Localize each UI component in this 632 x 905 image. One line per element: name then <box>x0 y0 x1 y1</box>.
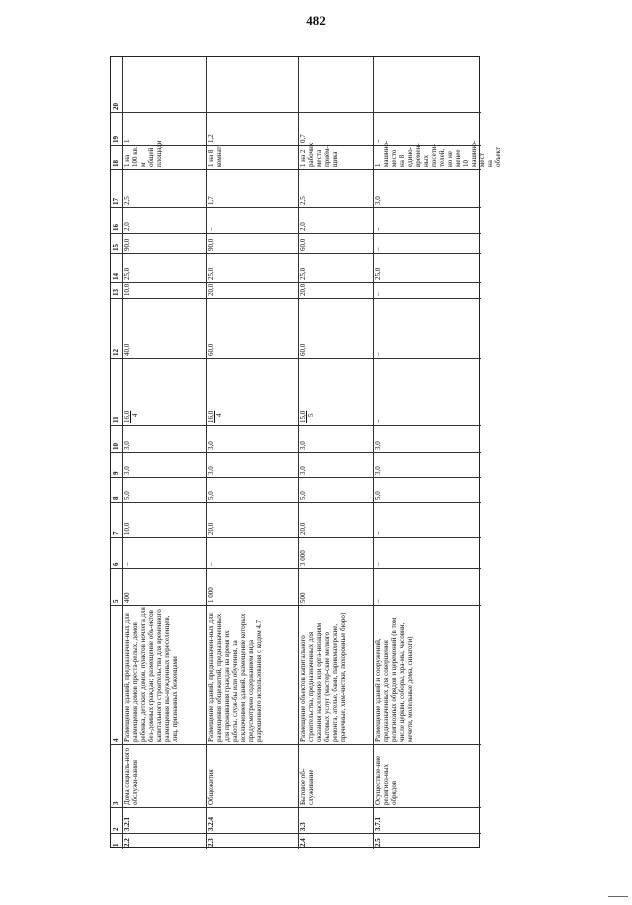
table-cell: 2,0 <box>299 222 307 231</box>
table-cell: – <box>207 562 215 566</box>
table-cell: 3,0 <box>123 466 131 475</box>
table-cell: 2,5 <box>299 196 307 205</box>
table-cell: 2,0 <box>123 222 131 231</box>
fraction-denominator: 4 <box>215 413 223 417</box>
column-header: 1 <box>112 843 120 847</box>
column-header: 10 <box>112 443 120 450</box>
fraction-denominator: 4 <box>131 413 139 417</box>
table-cell: Дома социаль-ного обслужи-вания <box>123 747 139 805</box>
column-header: 17 <box>112 198 120 205</box>
column-header: 14 <box>112 273 120 280</box>
table-cell: 20,0 <box>299 522 307 535</box>
table-cell: – <box>123 562 131 566</box>
table-cell: 1 000 <box>207 587 215 603</box>
table-cell: 3,0 <box>374 196 382 205</box>
column-header: 5 <box>112 599 120 603</box>
table-cell: – <box>374 247 382 251</box>
table-cell: 500 <box>299 592 307 603</box>
table-cell: 3,0 <box>374 441 382 450</box>
table-cell: 60,0 <box>299 343 307 356</box>
table-cell: 5,0 <box>207 491 215 500</box>
table-cell: 3.2.1 <box>123 817 131 831</box>
table-cell: 2.4 <box>299 838 307 847</box>
rotated-table <box>110 56 502 848</box>
fraction-numerator: – <box>374 419 382 423</box>
fraction-numerator: 16,0 <box>123 410 131 423</box>
table-cell: 3.7.1 <box>374 817 382 831</box>
table-cell: 2.5 <box>374 838 382 847</box>
table-cell: 3 000 <box>299 550 307 566</box>
table-cell: 20,0 <box>207 522 215 535</box>
table-cell: – <box>207 227 215 231</box>
table-cell: – <box>374 292 382 296</box>
table-cell: 3,0 <box>374 466 382 475</box>
table-cell: 2.3 <box>207 838 215 847</box>
column-header: 2 <box>112 827 120 831</box>
table-cell: 25,0 <box>207 267 215 280</box>
table-cell: 1,7 <box>207 196 215 205</box>
table-cell: 25,0 <box>123 267 131 280</box>
fraction-numerator: 15,0 <box>299 410 307 423</box>
column-header: 3 <box>112 801 120 805</box>
column-header: 4 <box>112 738 120 742</box>
table-cell: 3,0 <box>207 466 215 475</box>
column-header: 6 <box>112 562 120 566</box>
table-cell-fraction <box>207 359 297 423</box>
column-header: 8 <box>112 496 120 500</box>
table-cell: 1 на 8 комнат <box>207 146 223 167</box>
table-cell-fraction <box>123 359 205 423</box>
table-cell: 2,5 <box>123 196 131 205</box>
table-cell: 5,0 <box>374 491 382 500</box>
table-cell: Осуществле-ние религиоз-ных обрядов <box>374 755 398 805</box>
table-cell: – <box>374 531 382 535</box>
table-cell: 2.2 <box>123 838 131 847</box>
column-header: 20 <box>112 103 120 110</box>
table-cell: 10,0 <box>123 522 131 535</box>
column-header: 15 <box>112 244 120 251</box>
table-cell: 1,2 <box>207 134 215 143</box>
column-header: 12 <box>112 349 120 356</box>
table-cell: 25,0 <box>374 267 382 280</box>
column-header: 19 <box>112 136 120 143</box>
table-cell: 90,0 <box>207 238 215 251</box>
table-cell: 40,0 <box>123 343 131 356</box>
fraction-denominator: 5 <box>307 413 315 417</box>
table-cell: 3.2.4 <box>207 817 215 831</box>
table-cell: Размещение зданий, предназначен-ных для размещения общежитий, предназначенных для проживания граждан на время их работы, служ-бы или обучения, за исключением зданий, размещение которых предусмотрено содержанием вида разрешенного использования с кодом 4.7 <box>207 613 263 742</box>
table-cell: 90,0 <box>123 238 131 251</box>
table-cell: Размещение зданий, предназначен-ных для размещения домов преста-релых, домов ребенка, детских домов, пунктов ночлега для без-домных граждан; размещение объ-ектов капитального строительства для временного размещения вы-нужденных переселенцев, лиц, признанных беженцами <box>123 607 179 742</box>
table-cell: 5,0 <box>299 491 307 500</box>
table-cell: 10,0 <box>123 283 131 296</box>
column-header: 11 <box>112 416 120 423</box>
table-cell: 3,0 <box>207 441 215 450</box>
table-cell: – <box>374 599 382 603</box>
table-cell: 1 на 100 кв. м общей площади <box>123 140 163 167</box>
table-cell: 3,0 <box>123 441 131 450</box>
column-header: 18 <box>112 160 120 167</box>
table-cell: 25,0 <box>299 267 307 280</box>
table-cell: 400 <box>123 592 131 603</box>
table-cell: 0,7 <box>299 134 307 143</box>
column-header: 9 <box>112 471 120 475</box>
table-cell: 1 <box>123 139 131 143</box>
table-cell: 1 на 2 рабочих места приём-щика <box>299 142 339 167</box>
table-cell: Общежития <box>207 769 215 805</box>
corner-mark <box>608 896 628 897</box>
table-cell: – <box>374 352 382 356</box>
table-cell: 3.3 <box>299 822 307 831</box>
table-cell: 60,0 <box>207 343 215 356</box>
table-cell-fraction <box>299 359 372 423</box>
table-cell: – <box>374 227 382 231</box>
table-cell: Размещение объектов капитального строительства, предназначенных для оказания населению или орга-низациям бытовых услуг (мастер-ские мелкого ремонта, ателье, бани, парикмахерские, прачечные, хим-чистки, похоронные бюро) <box>299 612 347 742</box>
table-cell: 1 машино-место на 8 едино-времен-ных посети-телей, но не менее 10 машино-мест на объект <box>374 140 502 167</box>
table-cell: Бытовое об-служивание <box>299 768 315 805</box>
table-cell: – <box>374 562 382 566</box>
column-header: 13 <box>112 289 120 296</box>
column-header: 7 <box>112 531 120 535</box>
table-cell: 3,0 <box>299 441 307 450</box>
table-cell: 5,0 <box>123 491 131 500</box>
column-header: 16 <box>112 224 120 231</box>
table-cell: – <box>374 139 382 143</box>
fraction-numerator: 16,0 <box>207 410 215 423</box>
table-cell: 60,0 <box>299 238 307 251</box>
table-cell: 20,0 <box>299 283 307 296</box>
table-cell: Размещение зданий и сооружений, предназначенных для совершения религиозных обрядов и церемоний (в том числе церкви, соборы, хра-мы, часовни, мечети, молельные дома, синагоги) <box>374 617 414 742</box>
page-number: 482 <box>306 13 326 28</box>
table-cell: 20,0 <box>207 283 215 296</box>
table-cell: 3,0 <box>299 466 307 475</box>
table-cell-fraction <box>374 359 480 423</box>
